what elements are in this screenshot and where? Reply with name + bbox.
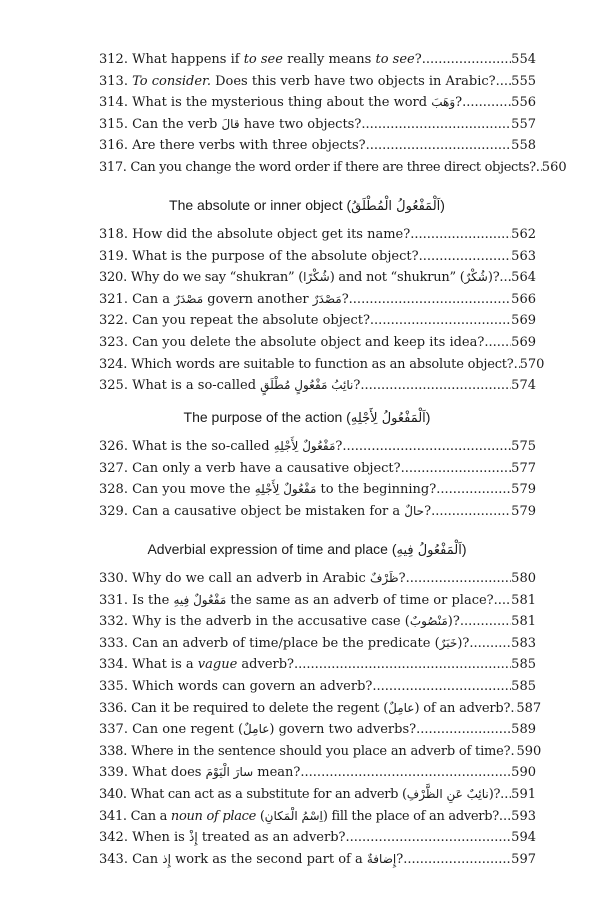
page-number: 566 [511, 291, 536, 307]
page-number: 557 [511, 116, 536, 132]
toc-entry-339[interactable]: 339. What does سارَ الْيَوْمَ mean? ..... 590 [99, 762, 536, 784]
toc-entry-330[interactable]: 330. Why do we call an adverb in Arabic ظَرْفٌ? ..... 580 [99, 568, 536, 590]
toc-entry-326[interactable]: 326. What is the so-called مَفْعُولٌ لِأَجْلِهِ? ..... 575 [99, 436, 536, 458]
toc-entry-323[interactable]: 323. Can you delete the absolute object and keep its idea? ..... 569 [99, 332, 536, 354]
toc-group-1 [99, 49, 567, 179]
page-number: 555 [511, 73, 536, 89]
toc-entry-320[interactable]: 320. Why do we say “shukran” (شُكْرًا) and not “shukrun” (شُكْرٌ)? ..... 564 [99, 267, 536, 289]
toc-entry-313[interactable]: 313. To consider. Does this verb have two objects in Arabic? ..... 555 [99, 71, 536, 93]
toc-entry-331[interactable]: 331. Is the مَفْعُولٌ فِيهِ the same as an adverb of time or place? ..... 581 [99, 590, 536, 612]
page-number: 579 [511, 503, 536, 519]
page-number: 591 [511, 786, 536, 802]
toc-entry-332[interactable]: 332. Why is the adverb in the accusative case (مَنْصُوبٌ)? ..... 581 [99, 611, 536, 633]
toc-entry-338[interactable]: 338. Where in the sentence should you place an adverb of time? ..... 590 [99, 741, 536, 763]
page-number: 564 [511, 270, 536, 286]
toc-entry-319[interactable]: 319. What is the purpose of the absolute object? ..... 563 [99, 246, 536, 268]
toc-entry-314[interactable]: 314. What is the mysterious thing about the word وَهَبَ? ..... 556 [99, 92, 536, 114]
page-number: 575 [511, 439, 536, 454]
page-number: 574 [511, 378, 536, 394]
toc-entry-312[interactable]: 312. What happens if to see really means to see? ..... 554 [99, 49, 536, 71]
page-number: 563 [511, 248, 536, 264]
toc-entry-342[interactable]: 342. When is إِذْ treated as an adverb? ..... 594 [99, 827, 536, 849]
page-number: 580 [511, 571, 536, 586]
page-number: 583 [511, 635, 536, 651]
toc-entry-327[interactable]: 327. Can only a verb have a causative object? ..... 577 [99, 458, 536, 480]
toc-entry-315[interactable]: 315. Can the verb قالَ have two objects? ..... 557 [99, 114, 536, 136]
page-number: 558 [511, 138, 536, 154]
toc-entry-328[interactable]: 328. Can you move the مَفْعُولٌ لِأَجْلِهِ to the beginning? ..... 579 [99, 479, 536, 501]
toc-entry-336[interactable]: 336. Can it be required to delete the regent (عامِلٌ) of an adverb? ..... 587 [99, 698, 536, 720]
toc-entry-329[interactable]: 329. Can a causative object be mistaken for a حالٌ? ..... 579 [99, 501, 536, 523]
toc-entry-325[interactable]: 325. What is a so-called نائِبُ مَفْعُولٍ مُطْلَقٍ? ..... 574 [99, 375, 536, 397]
toc-group-4 [99, 568, 542, 870]
toc-entry-333[interactable]: 333. Can an adverb of time/place be the predicate (خَبَرٌ)? ..... 583 [99, 633, 536, 655]
page-number: 594 [511, 830, 536, 846]
toc-entry-343[interactable]: 343. Can إِذ work as the second part of a إِضافةٌ? ..... 597 [99, 849, 536, 871]
section-heading-adverbial-expression: Adverbial expression of time and place (اَلْمَفْعُولُ فِيهِ) [147, 541, 467, 558]
toc-entry-318[interactable]: 318. How did the absolute object get its name? ..... 562 [99, 224, 536, 246]
page-number: 577 [511, 460, 536, 476]
page-number: 554 [511, 52, 536, 67]
page-number: 597 [511, 851, 536, 867]
toc-entry-341[interactable]: 341. Can a noun of place (اِسْمُ الْمَكانِ) fill the place of an adverb? ..... 593 [99, 806, 536, 828]
page-number: 569 [511, 313, 536, 329]
section-heading-purpose-of-action: The purpose of the action (اَلْمَفْعُولُ لِأَجْلِهِ) [183, 409, 431, 426]
page-number: 570 [519, 356, 545, 372]
page-number: 556 [511, 95, 536, 111]
toc-entry-337[interactable]: 337. Can one regent (عامِلٌ) govern two adverbs? ..... 589 [99, 719, 536, 741]
page-number: 560 [541, 159, 567, 175]
page-number: 593 [511, 808, 536, 824]
page-number: 587 [516, 700, 542, 716]
toc-entry-321[interactable]: 321. Can a مَصْدَرٌ govern another مَصْدَرٌ? ..... 566 [99, 289, 536, 311]
toc-entry-340[interactable]: 340. What can act as a substitute for an adverb (نائِبٌ عَنِ الظَّرْفِ)? ..... 591 [99, 784, 536, 806]
toc-entry-317[interactable]: 317. Can you change the word order if there are three direct objects? ..... 560 [99, 157, 536, 179]
toc-group-3 [99, 436, 536, 522]
toc-entry-322[interactable]: 322. Can you repeat the absolute object? ..... 569 [99, 310, 536, 332]
toc-entry-324[interactable]: 324. Which words are suitable to function as an absolute object? ..... 570 [99, 354, 536, 376]
section-heading-absolute-object: The absolute or inner object (اَلْمَفْعُولُ الْمُطْلَقُ) [169, 197, 445, 214]
toc-entry-334[interactable]: 334. What is a vague adverb? ..... 585 [99, 654, 536, 676]
toc-entry-316[interactable]: 316. Are there verbs with three objects? ..... 558 [99, 135, 536, 157]
page-number: 589 [511, 722, 536, 738]
page-number: 579 [511, 482, 536, 498]
page-number: 581 [511, 592, 536, 608]
page-number: 590 [511, 765, 536, 781]
page-number: 581 [511, 614, 536, 630]
page-number: 590 [516, 743, 542, 759]
page-number: 562 [511, 227, 536, 242]
page-number: 585 [511, 657, 536, 673]
toc-entry-335[interactable]: 335. Which words can govern an adverb? ..... 585 [99, 676, 536, 698]
page-number: 585 [511, 678, 536, 694]
page-number: 569 [511, 334, 536, 350]
toc-group-2 [99, 224, 545, 397]
